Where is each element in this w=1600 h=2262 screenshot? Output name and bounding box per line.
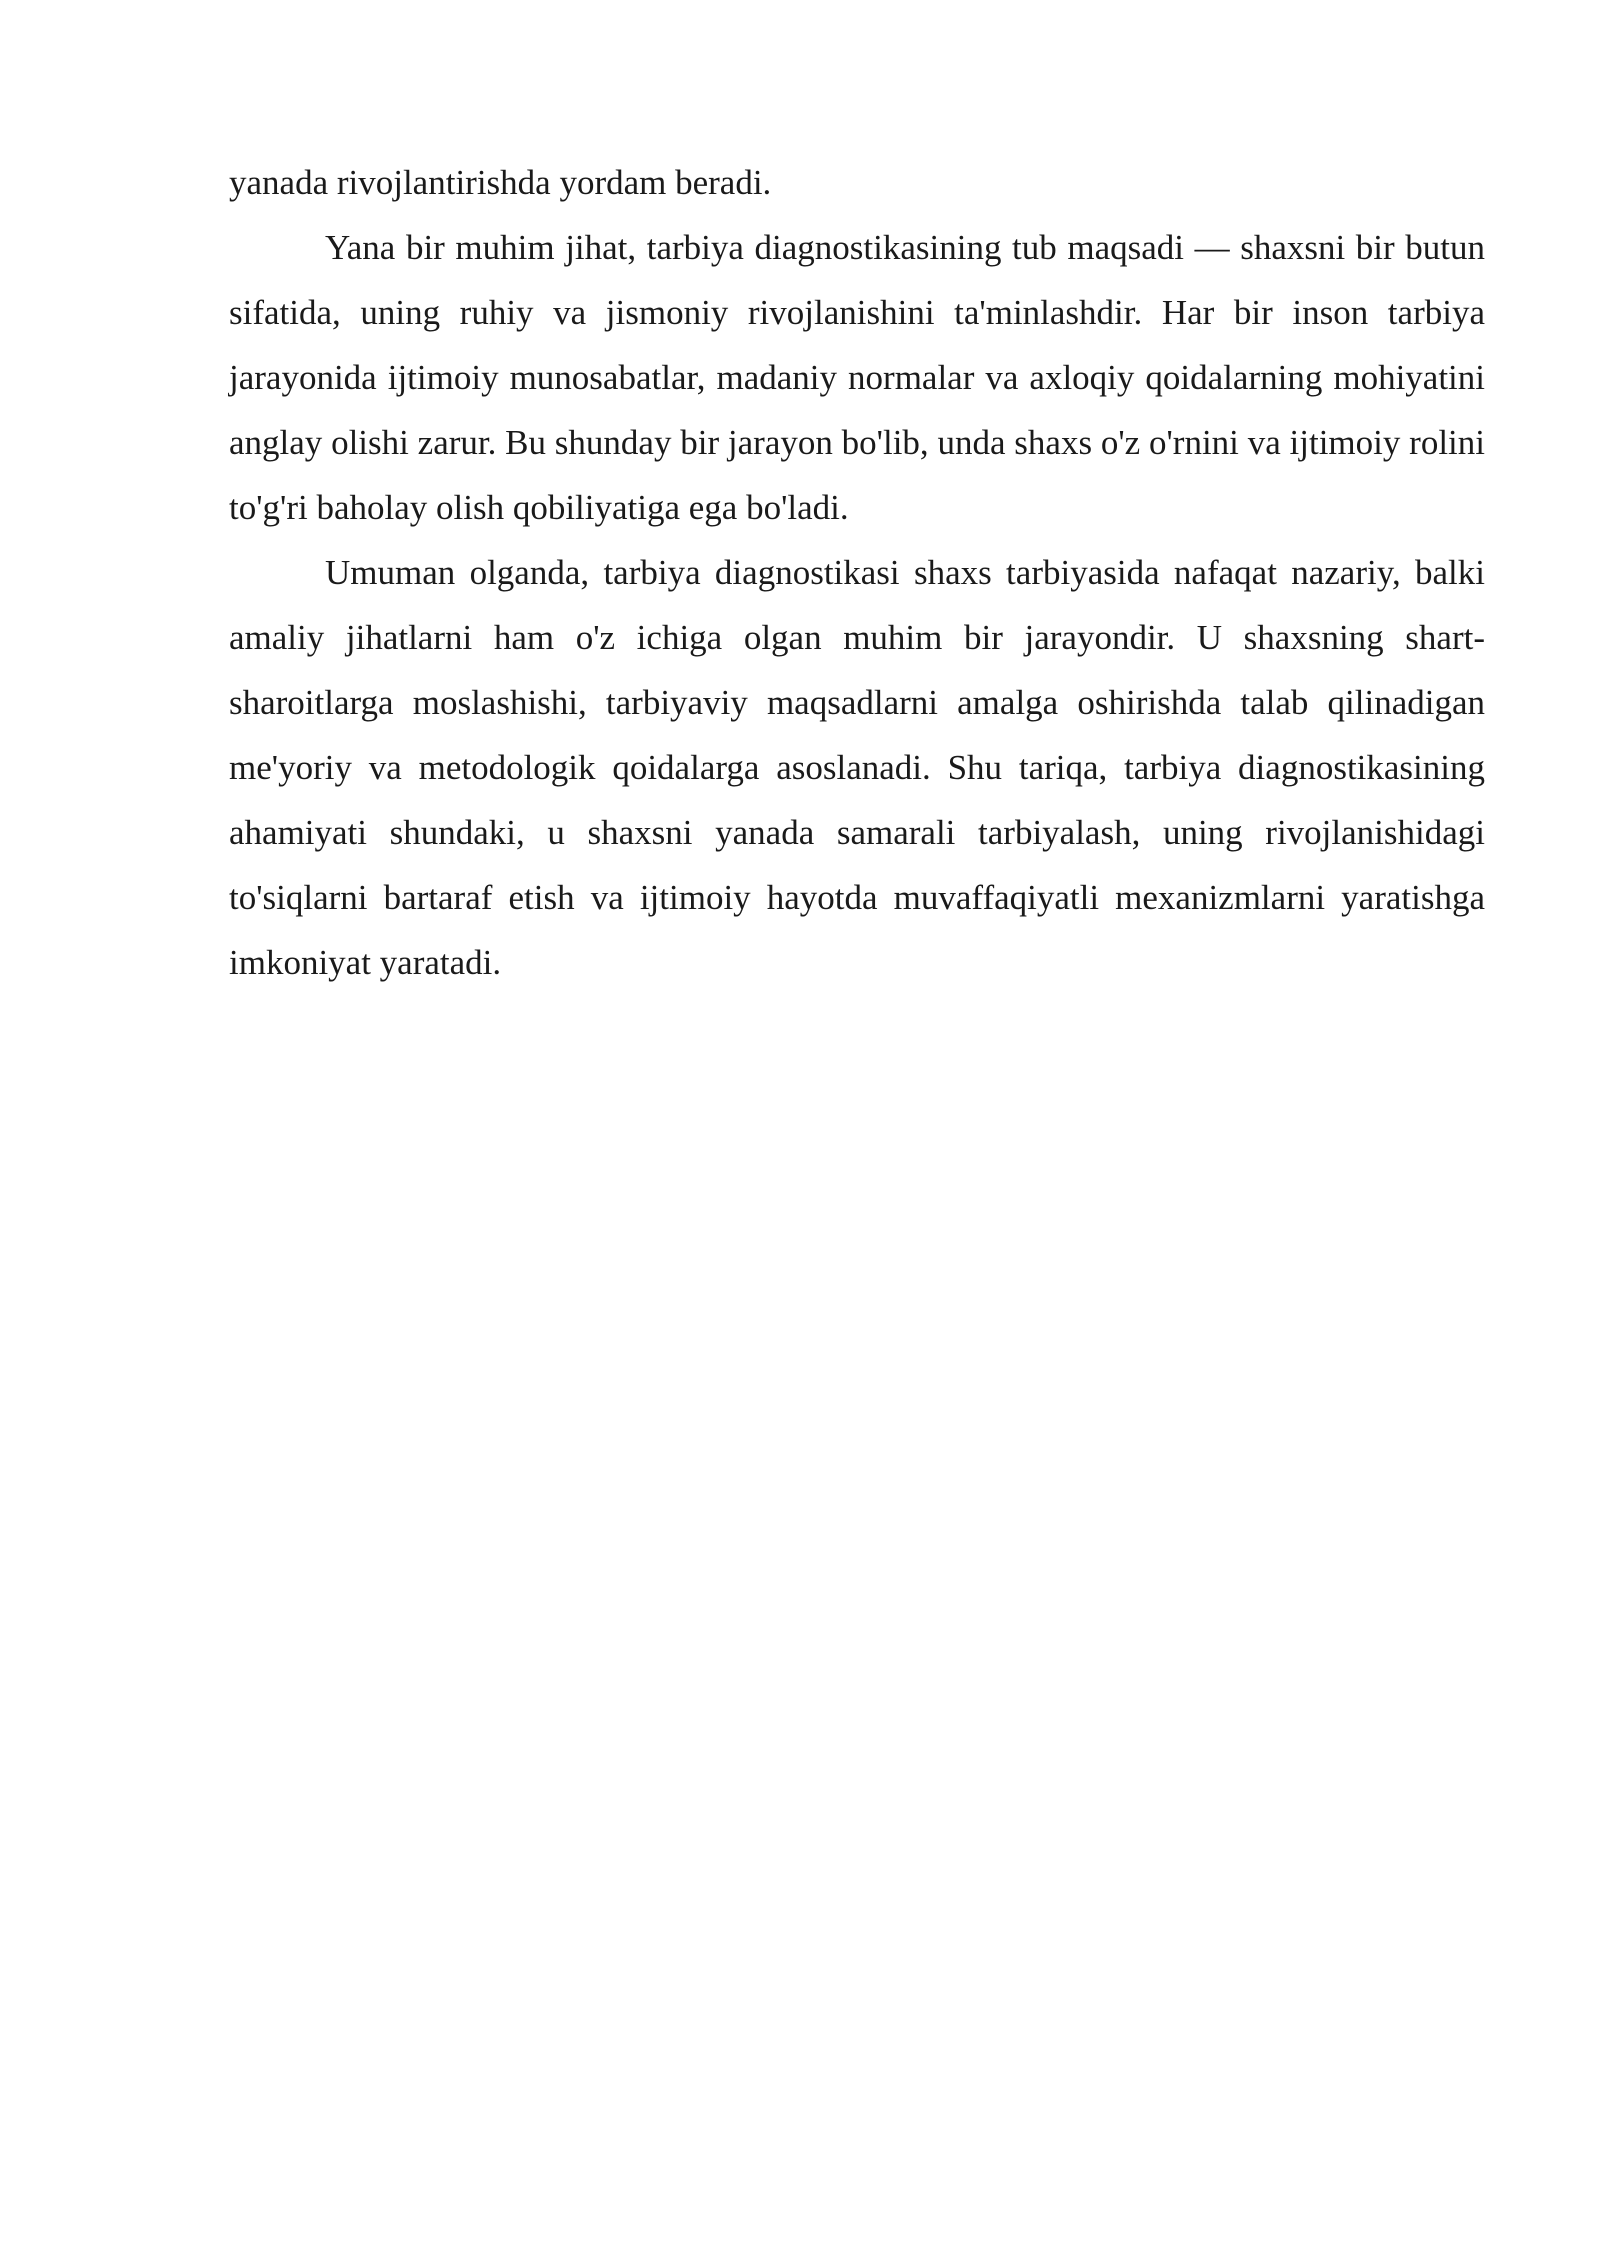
document-body [229,150,1485,995]
paragraph-main-aspect: Yana bir muhim jihat, tarbiya diagnostikasining tub maqsadi — shaxsni bir butun sifatida, uning ruhiy va jismoniy rivojlanishini ta'minlashdir. Har bir inson tarbiya jarayonida ijtimoiy munosabatlar, madaniy normalar va axloqiy qoidalarning mohiyatini anglay olishi zarur. Bu shunday bir jarayon bo'lib, unda shaxs o'z o'rnini va ijtimoiy rolini to'g'ri baholay olish qobiliyatiga ega bo'ladi. [229,228,1485,527]
paragraph-continuation: yanada rivojlantirishda yordam beradi. [229,163,772,202]
paragraph-conclusion: Umuman olganda, tarbiya diagnostikasi shaxs tarbiyasida nafaqat nazariy, balki amaliy jihatlarni ham o'z ichiga olgan muhim bir jarayondir. U shaxsning shart-sharoitlarga moslashishi, tarbiyaviy maqsadlarni amalga oshirishda talab qilinadigan me'yoriy va metodologik qoidalarga asoslanadi. Shu tariqa, tarbiya diagnostikasining ahamiyati shundaki, u shaxsni yanada samarali tarbiyalash, uning rivojlanishidagi to'siqlarni bartaraf etish va ijtimoiy hayotda muvaffaqiyatli mexanizmlarni yaratishga imkoniyat yaratadi. [229,553,1485,982]
